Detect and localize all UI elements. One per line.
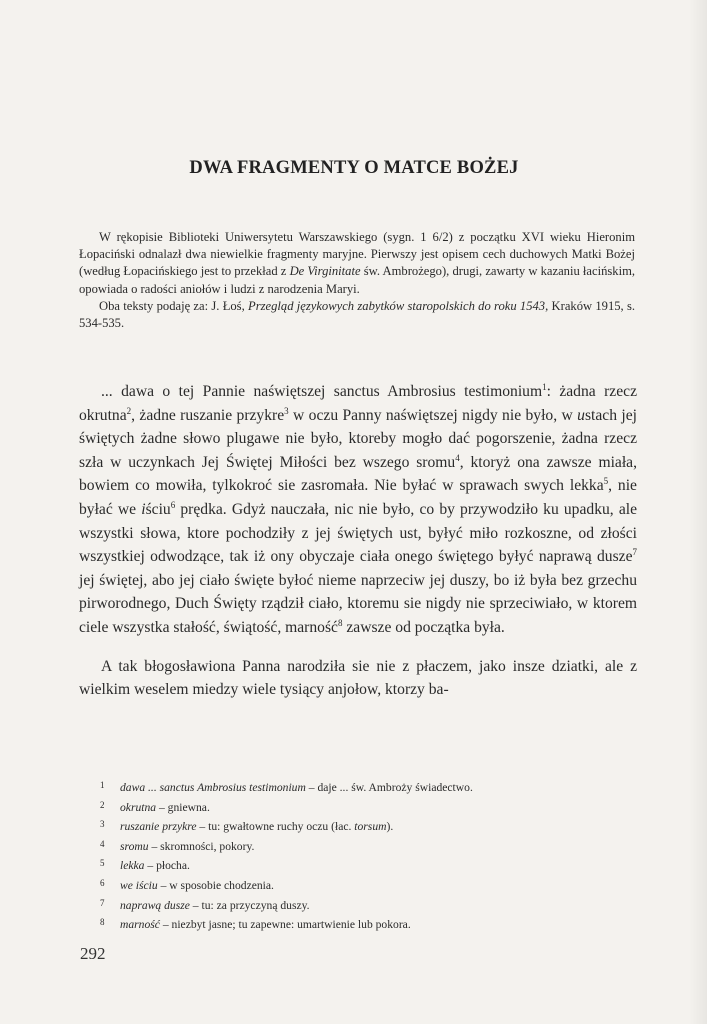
main-text (79, 380, 637, 702)
footnote-ref: 1 (542, 381, 547, 392)
footnote-ref: 4 (455, 452, 460, 463)
main-paragraph-1: ... dawa o tej Pannie naświętszej sanctus Ambrosius testimonium$^1$: żadna rzecz okrutna$^2$, żadne ruszanie przykre$^3$ w oczu Panny naświętszej nigdy nie było, w ustach jej świętych żadne słowo plugawe nie było, ktoreby mogło dać pogorszenie, żadna rzecz szła w uczynkach Jej Świętej Miłości bez wszego sromu$^4$, ktoryż ona zawsze miała, bowiem co mowiła, tylkokroć sie zasromała. Nie byłać w sprawach swych lekka$^5$, nie byłać we iściu$^6$ prędka. Gdyż nauczała, nic nie było, co by przywodziło ku upadku, ale wszystki słowa, ktore pochodziły z jej świętych ust, byłyć miło rozkoszne, od złości wszystkiej odwodzące, tak iż ony obyczaje ciała onego świętego byłyć naprawą dusze$^7$ jej świętej, abo jej ciało święte byłoć nieme naprzeciw jej duszy, bo iż była bez grzechu pirworodnego, Duch Święty rządził ciało, ktoremu sie nigdy nie sprzeciwiało, w ktorem ciele wszystka stałość, świątość, marność$^8$ zawsze od początka była. (79, 381, 638, 636)
footnote: 4 sromu – skromności, pokory. (100, 838, 255, 853)
page-number: 292 (80, 944, 106, 963)
footnote: 3 ruszanie przykre – tu: gwałtowne ruchy oczu (łac. torsum). (100, 819, 394, 834)
footnote: 7 naprawą dusze – tu: za przyczyną duszy. (100, 897, 310, 912)
footnote-ref: 5 (603, 476, 609, 487)
footnote: 6 we iściu – w sposobie chodzenia. (100, 877, 274, 892)
footnote: 1 dawa ... sanctus Ambrosius testimonium – daje ... św. Ambroży świadectwo. (100, 780, 473, 794)
footnote-ref: 2 (126, 405, 132, 416)
footnote-ref: 6 (170, 499, 176, 510)
footnote: 5 lekka – płocha. (100, 858, 190, 873)
intro-paragraph-1: W rękopisie Biblioteki Uniwersytetu Warszawskiego (sygn. 1 6/2) z początku XVI wieku Hieronim Łopaciński odnalazł dwa niewielkie fragmenty maryjne. Pierwszy jest opisem cech duchowych Matki Bożej (według Łopacińskiego jest to przekład z De Virginitate św. Ambrożego), drugi, zawarty w kazaniu łacińskim, opowiada o radości aniołów i ludzi z narodzenia Maryi. (79, 230, 636, 296)
page-edge-shadow (689, 0, 707, 1024)
footnote-ref: 3 (284, 405, 289, 416)
chapter-title: DWA FRAGMENTY O MATCE BOŻEJ (189, 158, 519, 178)
footnote-ref: 7 (632, 546, 637, 557)
footnotes (100, 778, 620, 935)
footnote-ref: 8 (337, 617, 343, 628)
footnote: 8 marność – niezbyt jasne; tu zapewne: umartwienie lub pokora. (100, 917, 411, 932)
footnote: 2 okrutna – gniewna. (100, 799, 210, 814)
intro-paragraph-2: Oba teksty podaję za: J. Łoś, Przegląd językowych zabytków staropolskich do roku 1543, Kraków 1915, s. 534-535. (79, 298, 636, 331)
introduction (79, 229, 635, 332)
main-paragraph-2: A tak błogosławiona Panna narodziła sie nie z płaczem, jako insze dziatki, ale z wielkim weselem miedzy wiele tysiący anjołow, ktorzy ba- (79, 657, 637, 699)
